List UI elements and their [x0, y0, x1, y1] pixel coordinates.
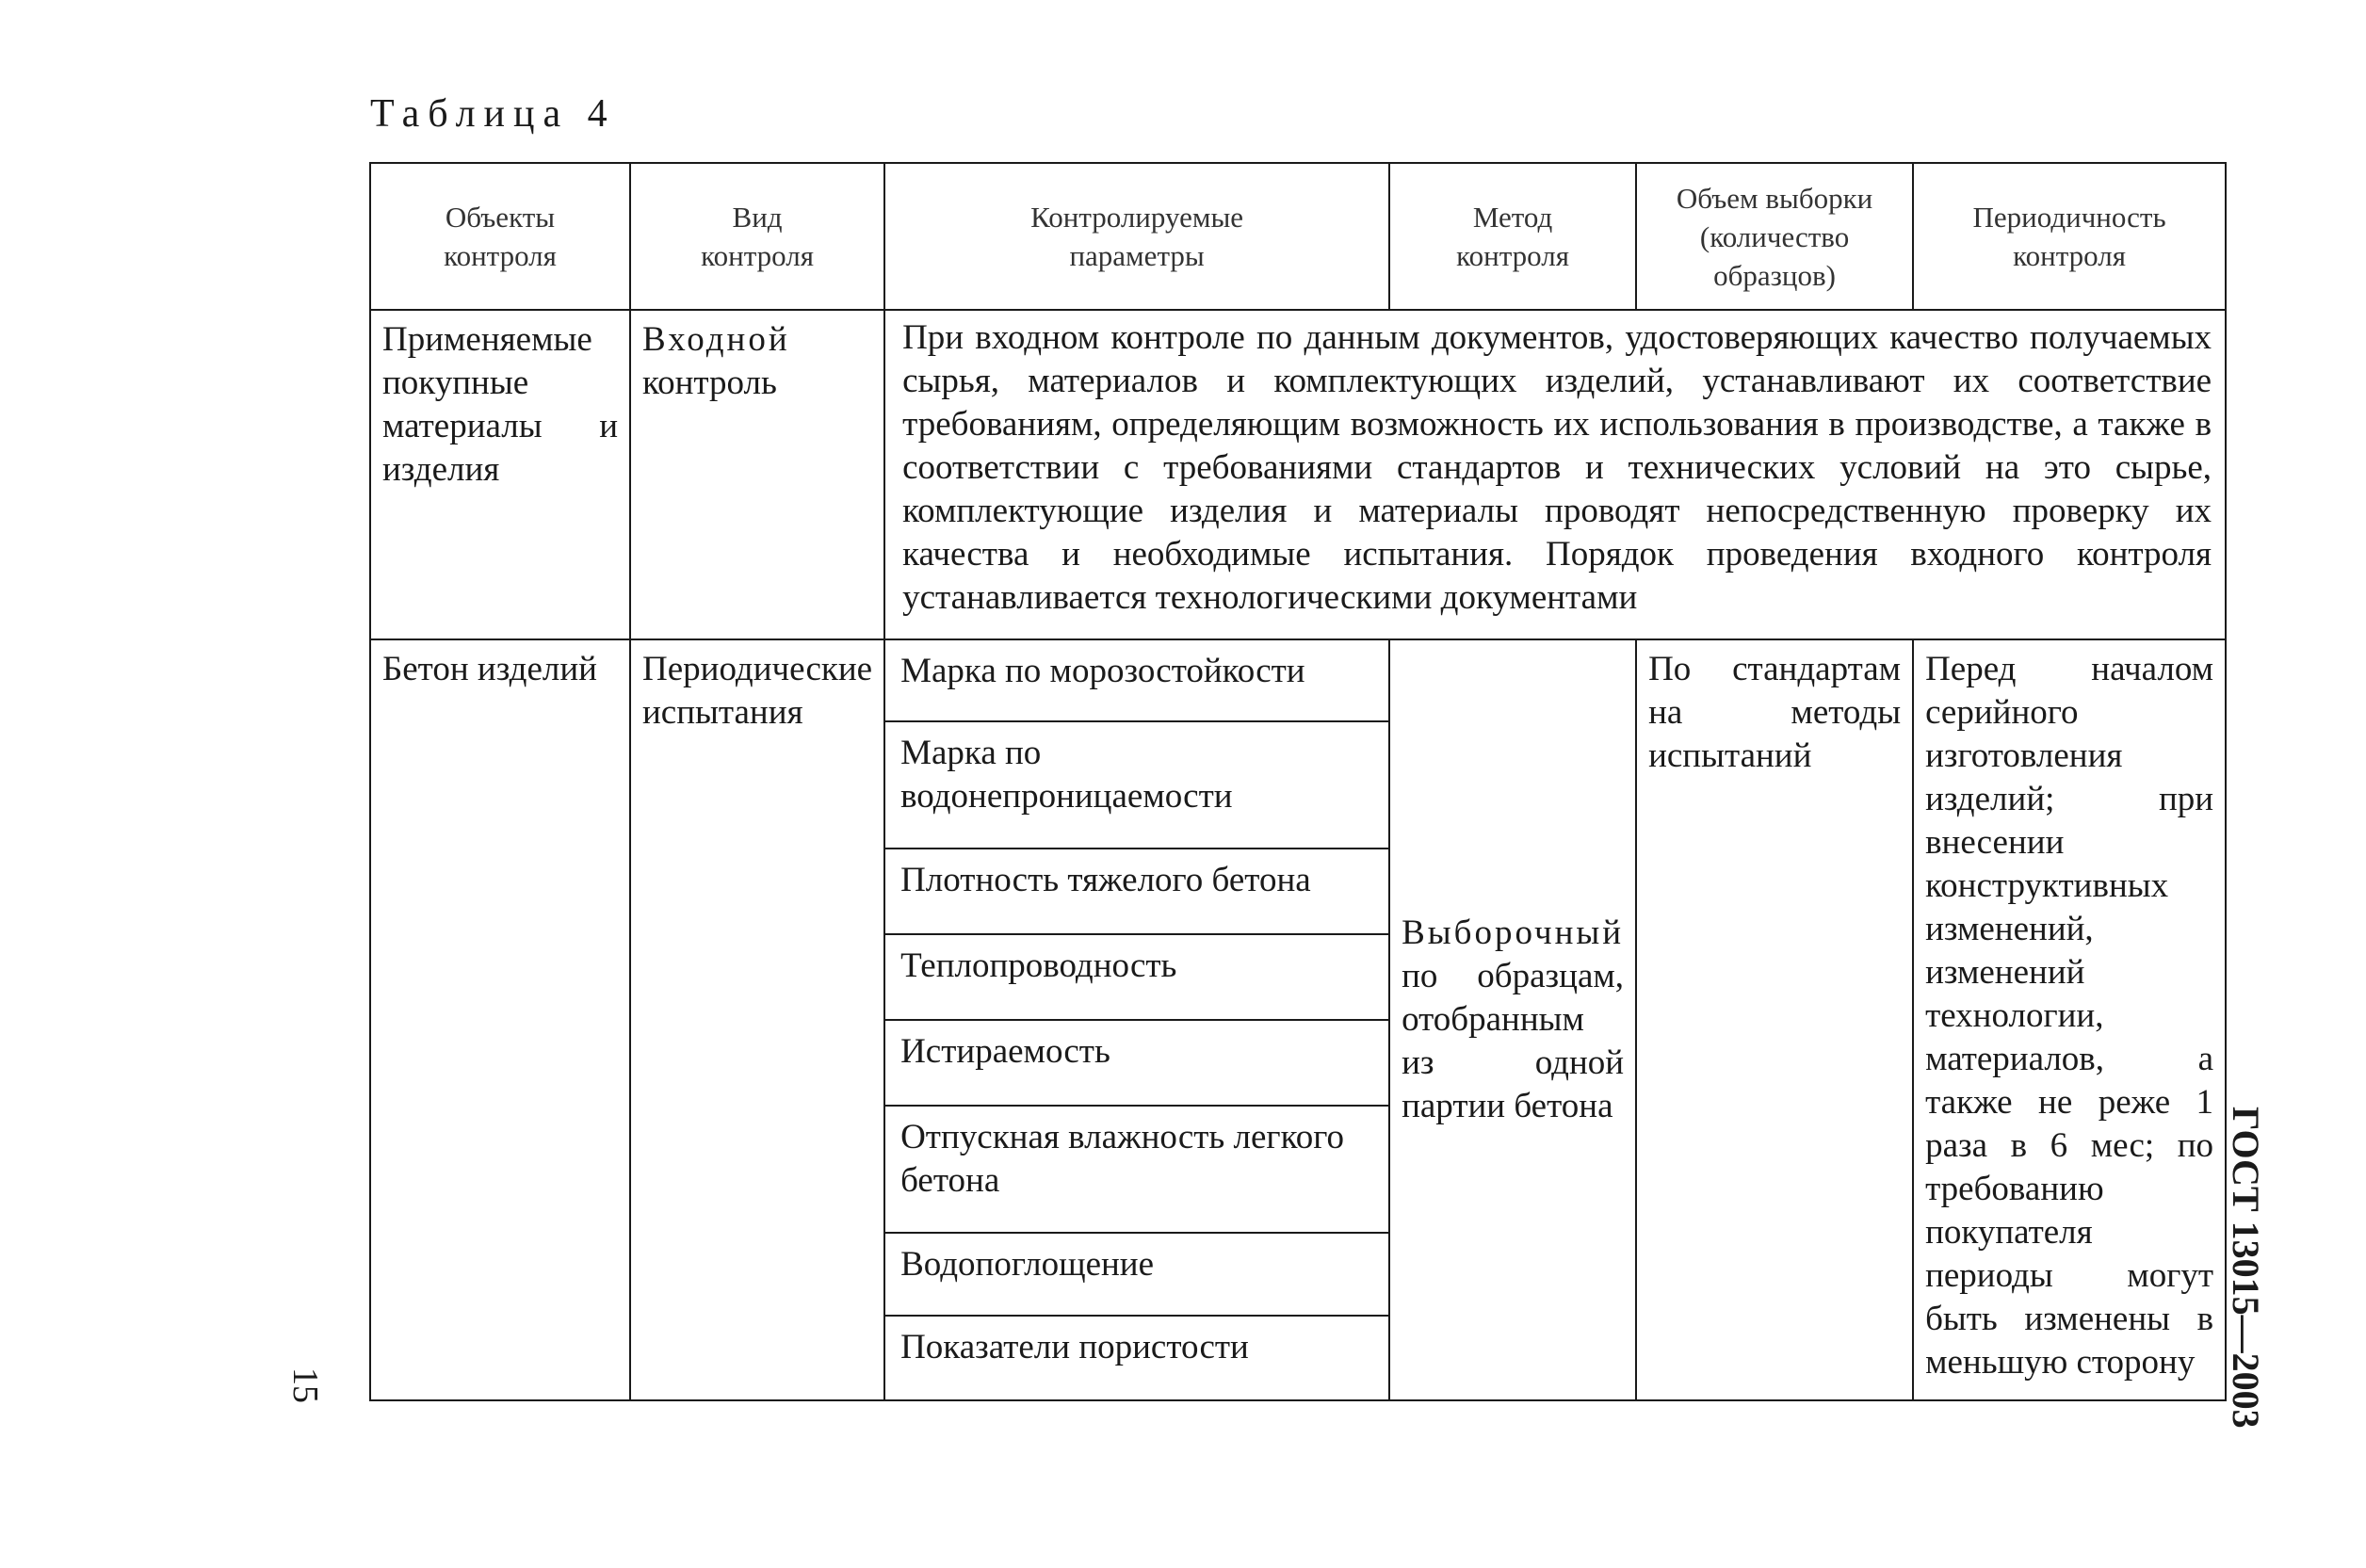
param-item: Водопоглощение — [885, 1234, 1388, 1317]
cell-period: Перед началом серийного изготовления изделий; при внесении конструктивных изменений, изменений технологии, материалов, а также не реже 1 раза в 6 мес; по требованию покупателя периоды могут быть изменены в меньшую сторону — [1913, 639, 2226, 1400]
cell-param-list — [884, 639, 1389, 1400]
control-table — [369, 162, 2227, 1401]
param-item: Истираемость — [885, 1021, 1388, 1107]
cell-object-concrete: Бетон изделий — [370, 639, 630, 1400]
header-method: Метод контроля — [1389, 163, 1636, 310]
table-caption: Таблица 4 — [370, 92, 616, 136]
param-item: Показатели пористости — [900, 1328, 1249, 1366]
page-number: 15 — [285, 1367, 325, 1403]
cell-type-incoming: Входной контроль — [630, 310, 884, 639]
document-code: ГОСТ 13015—2003 — [2225, 1107, 2267, 1429]
cell-method: Выборочный по образцам, отобранным из одной партии бетона — [1389, 639, 1636, 1400]
param-item: Плотность тяжелого бетона — [885, 849, 1388, 935]
table-row-incoming — [370, 310, 2226, 639]
param-item: Отпускная влажность легкого бетона — [885, 1107, 1388, 1234]
header-objects: Объекты контроля — [370, 163, 630, 310]
param-item: Теплопроводность — [885, 935, 1388, 1021]
cell-incoming-description: При входном контроле по данным документов, удостоверяющих качество получаемых сырья, материалов и комплектующих изделий, устанавливают их соответствие требованиям, определяющим возможность их использования в производстве, а также в соответствии с требованиями стандартов и технических условий на это сырье, комплектующие изделия и материалы проводят непосредственную проверку их качества и необходимые испытания. Порядок проведения входного контроля устанавливается технологическими документами — [884, 310, 2226, 639]
header-period: Периодичность контроля — [1913, 163, 2226, 310]
param-item: Марка по водонепроницаемости — [885, 722, 1388, 849]
cell-sample: По стандартам на методы испытаний — [1636, 639, 1913, 1400]
header-params: Контролируемые параметры — [884, 163, 1389, 310]
cell-object-purchased: Применяемые покупные материалы и изделия — [370, 310, 630, 639]
header-row — [370, 163, 2226, 310]
cell-type-periodic: Периодические испытания — [630, 639, 884, 1400]
param-item: Марка по морозостойкости — [885, 640, 1388, 722]
table-row-concrete — [370, 639, 2226, 1400]
header-type: Вид контроля — [630, 163, 884, 310]
header-sample: Объем выборки (количество образцов) — [1636, 163, 1913, 310]
